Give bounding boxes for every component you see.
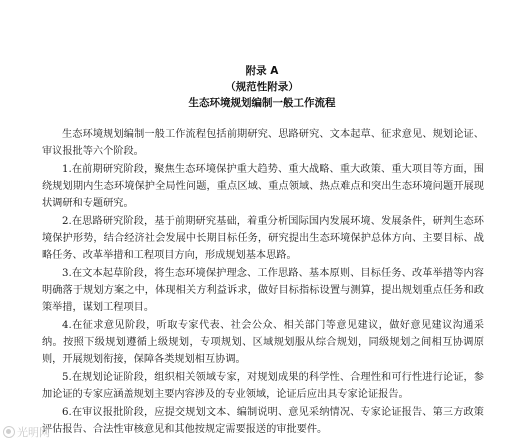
intro-paragraph: 生态环境规划编制一般工作流程包括前期研究、思路研究、文本起草、征求意见、规划论证、审议报批等六个阶段。 (42, 129, 484, 157)
appendix-type: （规范性附录） (225, 81, 299, 93)
appendix-label: 附录 A (245, 65, 279, 77)
stage-6-paragraph: 6.在审议报批阶段，应提交规划文本、编制说明、意见采纳情况、专家论证报告、第三方政策评估报告、合法性审核意见和其他按规定需要报送的审批要件。 (42, 407, 484, 435)
watermark-text: 光明网 (17, 426, 50, 439)
stage-1-paragraph: 1.在前期研究阶段，聚焦生态环境保护重大趋势、重大战略、重大政策、重大项目等方面，围绕规划期内生态环境保护全局性问题，重点区域、重点领域、热点难点和突出生态环境问题开展现状调研和专题研究。 (42, 164, 484, 209)
stage-3-paragraph: 3.在文本起草阶段，将生态环境保护理念、工作思路、基本原则、目标任务、改革举措等内容明确落于规划方案之中，体现相关方利益诉求，做好目标指标设置与测算，提出规划重点任务和政策举措，谋划工程项目。 (42, 268, 484, 313)
document-body (42, 126, 484, 439)
camera-logo-icon (3, 426, 15, 438)
stage-2-paragraph: 2.在思路研究阶段，基于前期研究基础，着重分析国际国内发展环境、发展条件，研判生态环境保护形势，结合经济社会发展中长期目标任务，研究提出生态环境保护总体方向、主要目标、战略任务、改革举措和工程项目方向，形成规划基本思路。 (42, 216, 484, 261)
watermark (3, 424, 50, 440)
appendix-title: 生态环境规划编制一般工作流程 (188, 97, 336, 109)
stage-4-paragraph: 4.在征求意见阶段，听取专家代表、社会公众、相关部门等意见建议，做好意见建议沟通采纳。按照下级规划遵循上级规划，专项规划、区域规划服从综合规划，同级规划之间相互协调原则，开展规划衔接，保障各类规划相互协调。 (42, 320, 484, 365)
stage-5-paragraph: 5.在规划论证阶段，组织相关领域专家，对规划成果的科学性、合理性和可行性进行论证，参加论证的专家应涵盖规划主要内容涉及的专业领域，论证后应出具专家论证报告。 (42, 372, 484, 400)
